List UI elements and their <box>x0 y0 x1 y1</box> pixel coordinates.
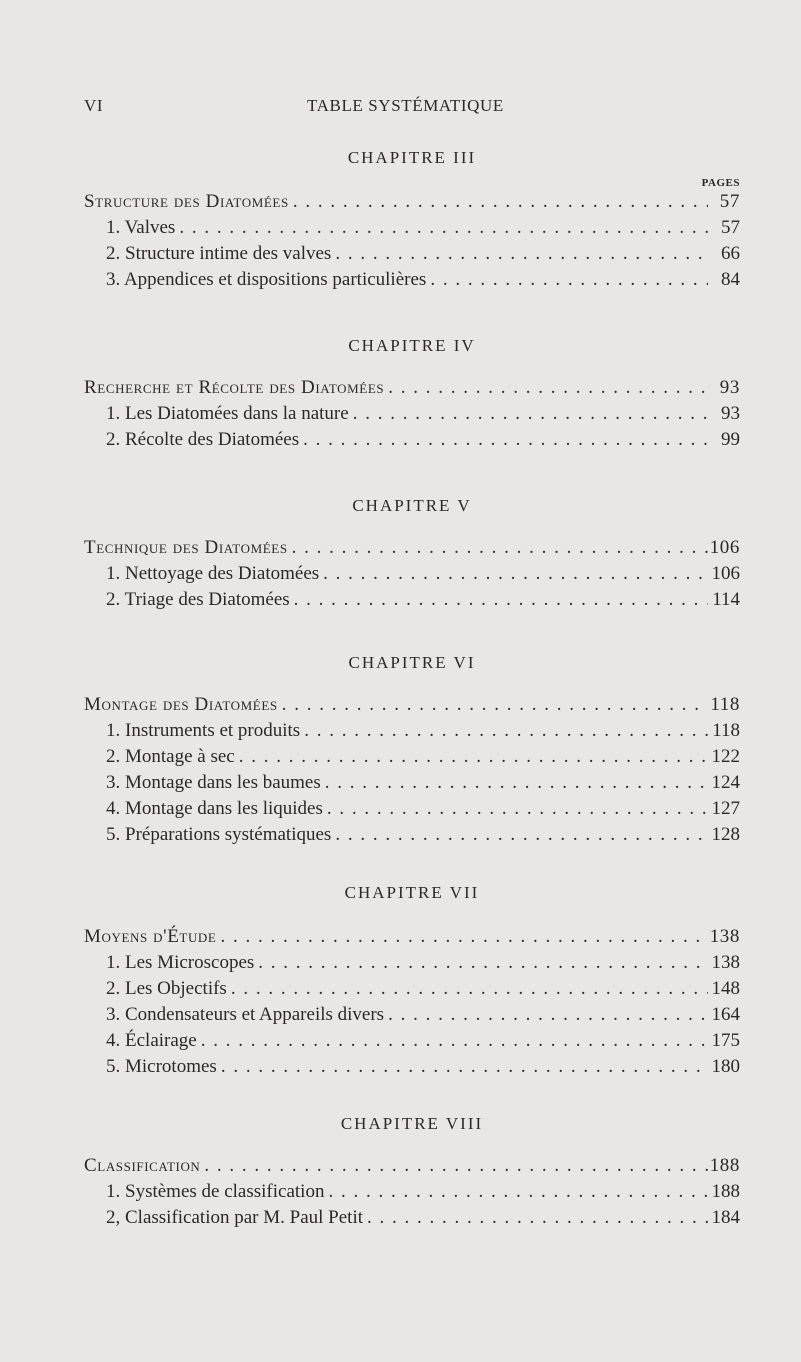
dot-leader <box>367 1205 708 1231</box>
toc-entry <box>84 1054 740 1080</box>
toc-entry <box>84 215 740 241</box>
toc-entry-label: 1. Nettoyage des Diatomées <box>106 563 320 584</box>
toc-section-label: Technique des Diatomées <box>84 537 288 558</box>
toc-entry-label: 4. Éclairage <box>106 1030 197 1051</box>
toc-entry-label: 3. Appendices et dispositions particulières <box>106 269 427 290</box>
chapter-3 <box>84 147 740 307</box>
chapter-6 <box>84 652 740 852</box>
toc-entry <box>84 796 740 822</box>
toc-entry-label: 1. Valves <box>106 217 176 238</box>
dot-leader <box>258 950 708 976</box>
toc-entry <box>84 267 740 293</box>
toc-section-label: Recherche et Récolte des Diatomées <box>84 377 385 398</box>
toc-section <box>84 375 740 401</box>
pages-column-label: PAGES <box>701 177 740 189</box>
chapter-heading: CHAPITRE IV <box>348 336 476 355</box>
toc-entry <box>84 770 740 796</box>
dot-leader <box>220 924 708 950</box>
toc-page-number: 118 <box>712 720 740 741</box>
toc-section <box>84 189 740 215</box>
toc-entry-label: 2. Montage à sec <box>106 746 235 767</box>
toc-entry-label: 1. Systèmes de classification <box>106 1181 325 1202</box>
toc-entry-label: 5. Microtomes <box>106 1056 217 1077</box>
toc-page-number: 114 <box>712 589 740 610</box>
chapter-5 <box>84 495 740 625</box>
toc-section-label: Structure des Diatomées <box>84 191 289 212</box>
dot-leader <box>304 718 708 744</box>
toc-entry-label: 1. Les Diatomées dans la nature <box>106 403 349 424</box>
toc-page-number: 127 <box>711 798 740 819</box>
toc-page-number: 188 <box>711 1181 740 1202</box>
toc-entry-label: 5. Préparations systématiques <box>106 824 332 845</box>
dot-leader <box>327 796 708 822</box>
toc-page-number: 180 <box>711 1056 740 1077</box>
toc-entry <box>84 950 740 976</box>
toc-page-number: 84 <box>721 269 740 290</box>
dot-leader <box>388 1002 708 1028</box>
toc-entry <box>84 744 740 770</box>
toc-entry <box>84 401 740 427</box>
toc-entry <box>84 976 740 1002</box>
toc-entry-label: 2. Triage des Diatomées <box>106 589 290 610</box>
dot-leader <box>239 744 708 770</box>
chapter-heading: CHAPITRE VI <box>348 653 476 672</box>
toc-entry <box>84 1179 740 1205</box>
toc-entry <box>84 1002 740 1028</box>
dot-leader <box>303 427 708 453</box>
toc-entry-label: 1. Instruments et produits <box>106 720 301 741</box>
toc-section <box>84 924 740 950</box>
toc-page-number: 57 <box>719 191 740 212</box>
toc-section-label: Moyens d'Étude <box>84 926 217 947</box>
toc-entry <box>84 427 740 453</box>
toc-page-number: 184 <box>711 1207 740 1228</box>
chapter-heading: CHAPITRE VIII <box>340 1114 484 1133</box>
dot-leader <box>179 215 708 241</box>
chapter-8 <box>84 1113 740 1243</box>
running-head <box>84 96 744 120</box>
toc-entry-label: 3. Montage dans les baumes <box>106 772 321 793</box>
toc-entry-label: 2. Structure intime des valves <box>106 243 332 264</box>
dot-leader <box>353 401 708 427</box>
toc-page-number: 118 <box>710 694 740 715</box>
toc-page-number: 57 <box>721 217 740 238</box>
dot-leader <box>430 267 708 293</box>
toc-page-number: 66 <box>721 243 740 264</box>
toc-page-number: 138 <box>711 952 740 973</box>
dot-leader <box>325 770 708 796</box>
toc-entry-label: 1. Les Microscopes <box>106 952 255 973</box>
dot-leader <box>328 1179 708 1205</box>
chapter-heading: CHAPITRE VII <box>344 883 480 902</box>
toc-page-number: 148 <box>711 978 740 999</box>
toc-section-label: Montage des Diatomées <box>84 694 278 715</box>
toc-entry-label: 3. Condensateurs et Appareils divers <box>106 1004 385 1025</box>
toc-entry-label: 2. Récolte des Diatomées <box>106 429 300 450</box>
toc-page-number: 164 <box>711 1004 740 1025</box>
toc-page-number: 99 <box>721 429 740 450</box>
dot-leader <box>294 587 708 613</box>
toc-entry <box>84 1205 740 1231</box>
toc-entry <box>84 718 740 744</box>
toc-entry <box>84 561 740 587</box>
dot-leader <box>335 241 708 267</box>
toc-entry <box>84 822 740 848</box>
toc-page-number: 138 <box>709 926 740 947</box>
toc-page-number: 188 <box>709 1155 740 1176</box>
toc-section <box>84 535 740 561</box>
dot-leader <box>221 1054 708 1080</box>
toc-entry <box>84 587 740 613</box>
chapter-heading: CHAPITRE V <box>352 496 472 515</box>
dot-leader <box>201 1028 708 1054</box>
toc-section-label: Classification <box>84 1155 201 1176</box>
running-title: TABLE SYSTÉMATIQUE <box>307 96 504 115</box>
dot-leader <box>231 976 708 1002</box>
dot-leader <box>323 561 708 587</box>
toc-section <box>84 1153 740 1179</box>
dot-leader <box>335 822 708 848</box>
chapter-4 <box>84 335 740 465</box>
toc-page-number: 93 <box>721 403 740 424</box>
chapter-heading: CHAPITRE III <box>347 148 477 167</box>
toc-page-number: 106 <box>711 563 740 584</box>
toc-entry-label: 2. Les Objectifs <box>106 978 227 999</box>
toc-page-number: 124 <box>711 772 740 793</box>
toc-entry-label: 2, Classification par M. Paul Petit <box>106 1207 364 1228</box>
dot-leader <box>292 535 708 561</box>
toc-page-number: 93 <box>719 377 740 398</box>
dot-leader <box>388 375 708 401</box>
toc-entry <box>84 1028 740 1054</box>
toc-entry <box>84 241 740 267</box>
chapter-7 <box>84 882 740 1082</box>
toc-entry-label: 4. Montage dans les liquides <box>106 798 323 819</box>
dot-leader <box>293 189 708 215</box>
toc-section <box>84 692 740 718</box>
page-folio: VI <box>84 96 104 115</box>
toc-page-number: 106 <box>709 537 740 558</box>
toc-page-number: 175 <box>711 1030 740 1051</box>
dot-leader <box>204 1153 708 1179</box>
toc-page-number: 122 <box>711 746 740 767</box>
dot-leader <box>282 692 708 718</box>
toc-page-number: 128 <box>711 824 740 845</box>
